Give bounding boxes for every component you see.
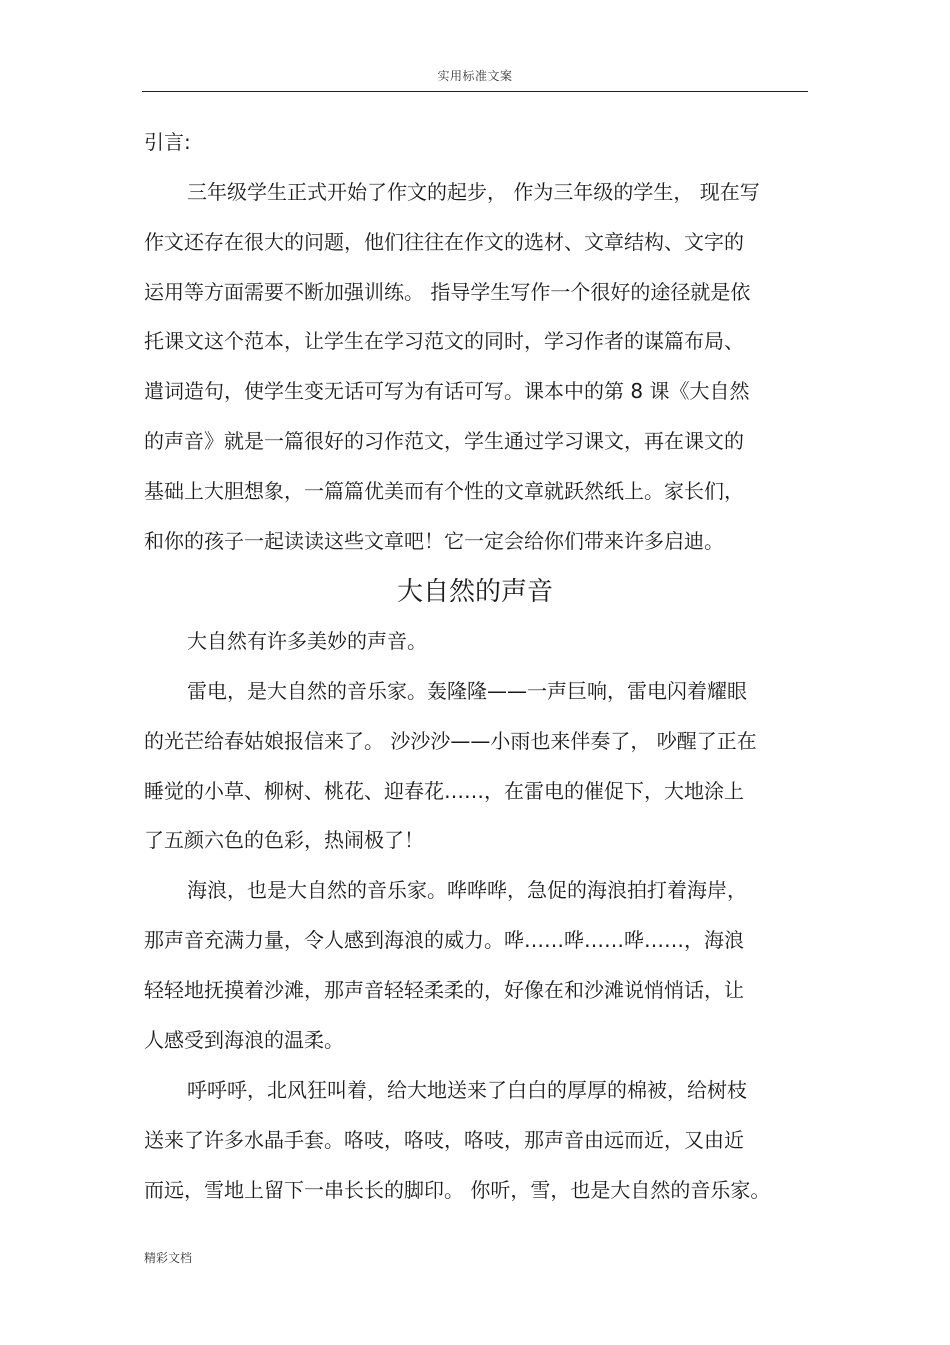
intro-line: 托课文这个范本，让学生在学习范文的同时，学习作者的谋篇布局、 <box>144 329 744 353</box>
article-line: 的光芒给春姑娘报信来了。 沙沙沙——小雨也来伴奏了， 吵醒了正在 <box>144 729 757 753</box>
article-line: 海浪，也是大自然的音乐家。哗哗哗，急促的海浪拍打着海岸， <box>187 878 747 902</box>
article-title: 大自然的声音 <box>396 577 553 607</box>
article-line: 睡觉的小草、柳树、桃花、迎春花……，在雷电的催促下，大地涂上 <box>144 779 744 803</box>
article-line: 雷电，是大自然的音乐家。轰隆隆——一声巨响，雷电闪着耀眼 <box>187 679 747 703</box>
page-header: 实用标准文案 <box>437 69 513 83</box>
intro-label: 引言: <box>144 130 191 154</box>
article-line: 呼呼呼，北风狂叫着，给大地送来了白白的厚厚的棉被，给树枝 <box>187 1078 747 1102</box>
article-line: 而远，雪地上留下一串长长的脚印。 你听，雪，也是大自然的音乐家。 <box>144 1178 771 1202</box>
article-line: 大自然有许多美妙的声音。 <box>187 629 427 653</box>
header-divider <box>142 91 808 92</box>
intro-line: 作文还存在很大的问题，他们往往在作文的选材、文章结构、文字的 <box>144 230 744 254</box>
intro-line: 的声音》就是一篇很好的习作范文，学生通过学习课文，再在课文的 <box>144 429 744 453</box>
intro-line: 和你的孩子一起读读这些文章吧！它一定会给你们带来许多启迪。 <box>144 529 724 553</box>
article-line: 了五颜六色的色彩，热闹极了！ <box>144 828 424 852</box>
page-footer: 精彩文档 <box>144 1251 193 1265</box>
intro-line: 运用等方面需要不断加强训练。 指导学生写作一个很好的途径就是依 <box>144 280 751 304</box>
article-line: 那声音充满力量，令人感到海浪的威力。哗……哗……哗……，海浪 <box>144 928 744 952</box>
intro-line: 基础上大胆想象，一篇篇优美而有个性的文章就跃然纸上。家长们， <box>144 479 744 503</box>
intro-line: 遣词造句，使学生变无话可写为有话可写。课本中的第 8 课《大自然 <box>144 379 750 403</box>
article-line: 轻轻地抚摸着沙滩，那声音轻轻柔柔的，好像在和沙滩说悄悄话，让 <box>144 978 744 1002</box>
article-line: 人感受到海浪的温柔。 <box>144 1028 344 1052</box>
article-line: 送来了许多水晶手套。咯吱，咯吱，咯吱，那声音由远而近，又由近 <box>144 1128 744 1152</box>
intro-line: 三年级学生正式开始了作文的起步， 作为三年级的学生， 现在写 <box>187 180 760 204</box>
